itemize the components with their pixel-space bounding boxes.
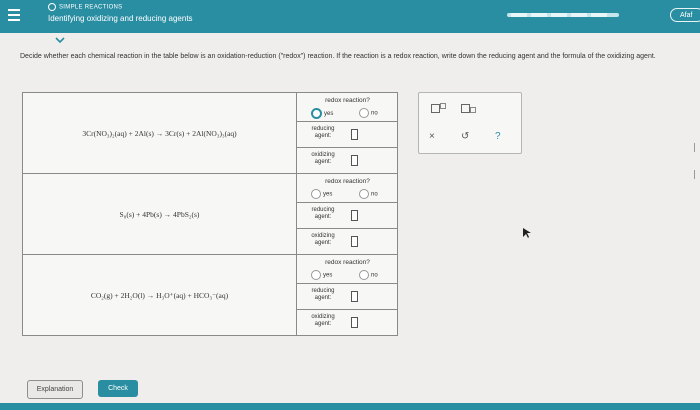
radio-icon [359, 108, 369, 118]
explanation-button[interactable]: Explanation [27, 380, 83, 399]
reducing-agent-row [297, 202, 398, 228]
reaction-equation: S₈(s) + 4Pb(s) → 4PbS₂(s) [119, 209, 200, 219]
table-row [23, 174, 397, 255]
clear-button[interactable]: × [429, 131, 435, 142]
table-row [23, 255, 397, 335]
oxidizing-agent-input[interactable] [351, 236, 358, 247]
progress-segment [571, 13, 587, 17]
radio-icon [359, 189, 369, 199]
reaction-equation: 3Cr(NO₃)₂(aq) + 2Al(s) → 3Cr(s) + 2Al(NO₃)₃(aq) [82, 128, 237, 138]
footer-bar [0, 403, 700, 410]
reducing-text-2: agent: [314, 214, 332, 220]
progress-segment [531, 13, 547, 17]
answer-cell [296, 93, 398, 173]
section-label [48, 3, 122, 11]
reducing-agent-input[interactable] [351, 291, 358, 302]
undo-button[interactable]: ↺ [461, 131, 470, 142]
oxidizing-agent-label [305, 314, 341, 328]
reducing-agent-input[interactable] [351, 210, 358, 221]
oxidizing-agent-row [297, 228, 398, 254]
oxidizing-agent-label [305, 152, 341, 166]
redox-question: redox reaction? [325, 259, 370, 266]
radio-no-label: no [371, 191, 378, 198]
reducing-agent-label [305, 207, 341, 221]
reducing-text-2: agent: [314, 295, 332, 301]
radio-yes[interactable] [311, 108, 333, 119]
oxidizing-text-2: agent: [314, 240, 332, 246]
radio-yes[interactable] [311, 189, 332, 199]
oxidizing-agent-row [297, 147, 398, 173]
progress-bar [507, 13, 619, 17]
radio-yes-label: yes [323, 272, 333, 279]
edge-bracket-icon [694, 170, 699, 179]
edge-bracket-icon [694, 143, 699, 152]
oxidizing-text-1: oxidizing [311, 152, 335, 158]
answer-tools-panel [418, 92, 522, 154]
oxidizing-text-1: oxidizing [311, 314, 335, 320]
radio-icon [311, 189, 321, 199]
progress-segment [551, 13, 567, 17]
header-bar [0, 0, 700, 33]
reducing-text-2: agent: [314, 133, 332, 139]
section-text: SIMPLE REACTIONS [59, 4, 123, 11]
radio-selected-icon [311, 108, 322, 119]
oxidizing-text-2: agent: [314, 321, 332, 327]
reducing-text-1: reducing [311, 207, 335, 213]
radio-yes[interactable] [311, 270, 332, 280]
table-row [23, 93, 397, 174]
progress-segment [511, 13, 527, 17]
radio-no[interactable] [359, 108, 378, 118]
oxidizing-agent-input[interactable] [351, 155, 358, 166]
oxidizing-agent-label [305, 233, 341, 247]
reaction-equation: CO₂(g) + 2H₂O(l) → H₃O⁺(aq) + HCO₃⁻(aq) [90, 290, 229, 300]
reducing-text-1: reducing [311, 126, 335, 132]
page-title: Identifying oxidizing and reducing agents [48, 14, 193, 23]
radio-no[interactable] [359, 189, 378, 199]
radio-yes-label: yes [324, 111, 334, 118]
radio-icon [359, 270, 369, 280]
radio-yes-label: yes [323, 191, 333, 198]
menu-icon[interactable] [8, 9, 20, 23]
progress-segment [591, 13, 607, 17]
oxidizing-agent-input[interactable] [351, 317, 358, 328]
oxidizing-text-2: agent: [314, 159, 332, 165]
radio-icon [311, 270, 321, 280]
reaction-table [22, 92, 398, 336]
radio-no-label: no [371, 110, 378, 117]
help-button[interactable]: ? [495, 131, 501, 142]
mouse-cursor-icon [522, 227, 532, 239]
reducing-agent-label [305, 126, 341, 140]
redox-question: redox reaction? [325, 97, 370, 104]
redox-question: redox reaction? [325, 178, 370, 185]
radio-no-label: no [371, 272, 378, 279]
reducing-text-1: reducing [311, 288, 335, 294]
section-ring-icon [48, 3, 56, 11]
superscript-icon[interactable] [431, 103, 446, 113]
subscript-icon[interactable] [461, 103, 476, 113]
reducing-agent-row [297, 283, 398, 309]
answer-cell [296, 255, 398, 335]
answer-cell [296, 174, 398, 254]
reducing-agent-input[interactable] [351, 129, 358, 140]
check-button[interactable]: Check [98, 380, 138, 397]
chevron-down-icon[interactable] [55, 36, 65, 44]
user-menu[interactable]: Afaf [670, 8, 700, 22]
radio-no[interactable] [359, 270, 378, 280]
instructions: Decide whether each chemical reaction in the table below is an oxidation-reduction ("redox") reaction. If the reaction is a redox reaction, write down the reducing agent and the formula of the oxidizing agent. [20, 53, 656, 60]
oxidizing-text-1: oxidizing [311, 233, 335, 239]
oxidizing-agent-row [297, 309, 398, 335]
reducing-agent-label [305, 288, 341, 302]
reducing-agent-row [297, 121, 398, 147]
